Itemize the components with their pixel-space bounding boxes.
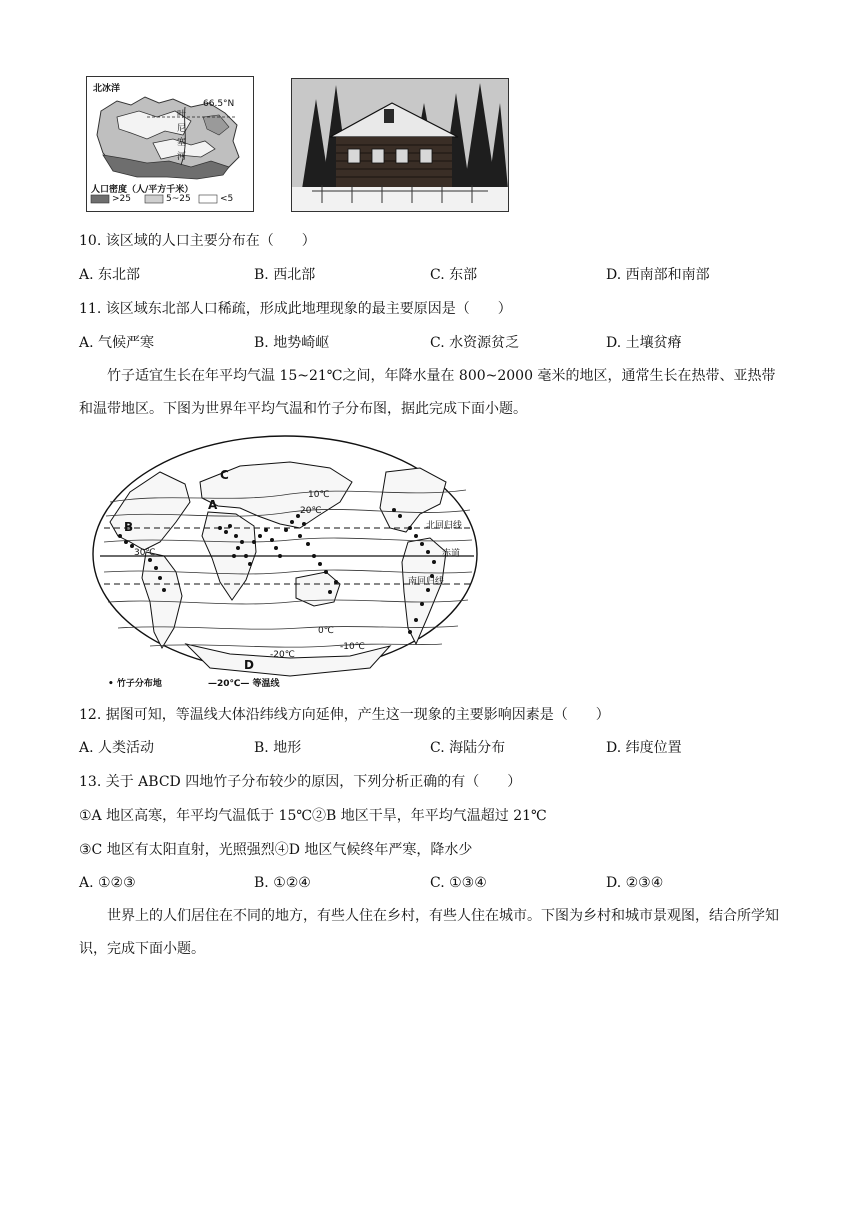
legend-title: 人口密度（人/平方千米） — [91, 185, 194, 195]
world-temperature-bamboo-map — [90, 432, 480, 690]
q13-option-c[interactable]: C. ①③④ — [430, 875, 487, 891]
legend-item-dense: >25 — [112, 194, 131, 204]
q11-option-d[interactable]: D. 土壤贫瘠 — [606, 335, 682, 351]
isotherm-0: 0℃ — [318, 626, 334, 636]
legend-bamboo: • 竹子分布地 — [108, 679, 162, 689]
q12-option-a[interactable]: A. 人类活动 — [79, 740, 155, 756]
q12-stem: 12. 据图可知，等温线大体沿纬线方向延伸，产生这一现象的主要影响因素是（ ） — [79, 707, 610, 723]
q12-option-c[interactable]: C. 海陆分布 — [430, 740, 506, 756]
tropic-of-capricorn-label: 南回归线 — [408, 577, 445, 587]
q10-option-d[interactable]: D. 西南部和南部 — [606, 267, 710, 283]
q13-option-b[interactable]: B. ①②④ — [254, 875, 311, 891]
cabin-illustration — [292, 79, 508, 211]
tropic-of-cancer-label: 北回归线 — [426, 521, 463, 531]
region-char-2: 尼 — [177, 124, 187, 134]
snow-cabin-photo — [291, 78, 509, 212]
bamboo-passage: 竹子适宜生长在年平均气温 15~21℃之间，年降水量在 800~2000 毫米的地区，通常生长在热带、亚热带和温带地区。下图为世界年平均气温和竹子分布图，据此完成下面小题。 — [79, 368, 776, 417]
q13-statement-1: ①A 地区高寒，年平均气温低于 15℃②B 地区干旱，年平均气温超过 21℃ — [79, 808, 547, 824]
q10-stem: 10. 该区域的人口主要分布在（ ） — [79, 233, 316, 249]
region-char-4: 河 — [177, 152, 187, 162]
ocean-label: 北冰洋 — [93, 84, 121, 94]
population-density-map — [86, 76, 254, 212]
map-label-c: C — [220, 468, 229, 482]
map-label-b: B — [124, 520, 134, 534]
isotherm-minus20: -20℃ — [270, 650, 295, 660]
map-label-a: A — [208, 498, 218, 512]
q13-statement-2: ③C 地区有太阳直射，光照强烈④D 地区气候终年严寒，降水少 — [79, 842, 473, 858]
q13-stem: 13. 关于 ABCD 四地竹子分布较少的原因，下列分析正确的有（ ） — [79, 774, 522, 790]
isotherm-30: 30℃ — [134, 548, 156, 558]
legend-item-sparse: <5 — [220, 194, 234, 204]
q10-option-b[interactable]: B. 西北部 — [254, 267, 316, 283]
q13-option-d[interactable]: D. ②③④ — [606, 875, 664, 891]
q11-option-c[interactable]: C. 水资源贫乏 — [430, 335, 520, 351]
region-char-1: 叶 — [177, 110, 187, 120]
q10-option-a[interactable]: A. 东北部 — [79, 267, 141, 283]
q12-option-d[interactable]: D. 纬度位置 — [606, 740, 682, 756]
q11-stem: 11. 该区域东北部人口稀疏，形成此地理现象的最主要原因是（ ） — [79, 301, 512, 317]
equator-label: 赤道 — [442, 549, 461, 559]
q13-option-a[interactable]: A. ①②③ — [79, 875, 136, 891]
map-label-d: D — [244, 658, 254, 672]
legend-isotherm: —20℃— 等温线 — [208, 679, 280, 689]
region-char-3: 塞 — [177, 138, 187, 148]
isotherm-10: 10℃ — [308, 490, 330, 500]
legend-item-medium: 5~25 — [166, 194, 191, 204]
q11-option-a[interactable]: A. 气候严寒 — [79, 335, 155, 351]
q12-option-b[interactable]: B. 地形 — [254, 740, 302, 756]
q11-option-b[interactable]: B. 地势崎岖 — [254, 335, 330, 351]
isotherm-20: 20℃ — [300, 506, 322, 516]
latitude-label: 66.5°N — [203, 99, 235, 109]
rural-urban-passage: 世界上的人们居住在不同的地方，有些人住在乡村，有些人住在城市。下图为乡村和城市景观图，结合所学知识，完成下面小题。 — [79, 908, 779, 957]
isotherm-minus10: -10℃ — [340, 642, 365, 652]
q10-option-c[interactable]: C. 东部 — [430, 267, 478, 283]
